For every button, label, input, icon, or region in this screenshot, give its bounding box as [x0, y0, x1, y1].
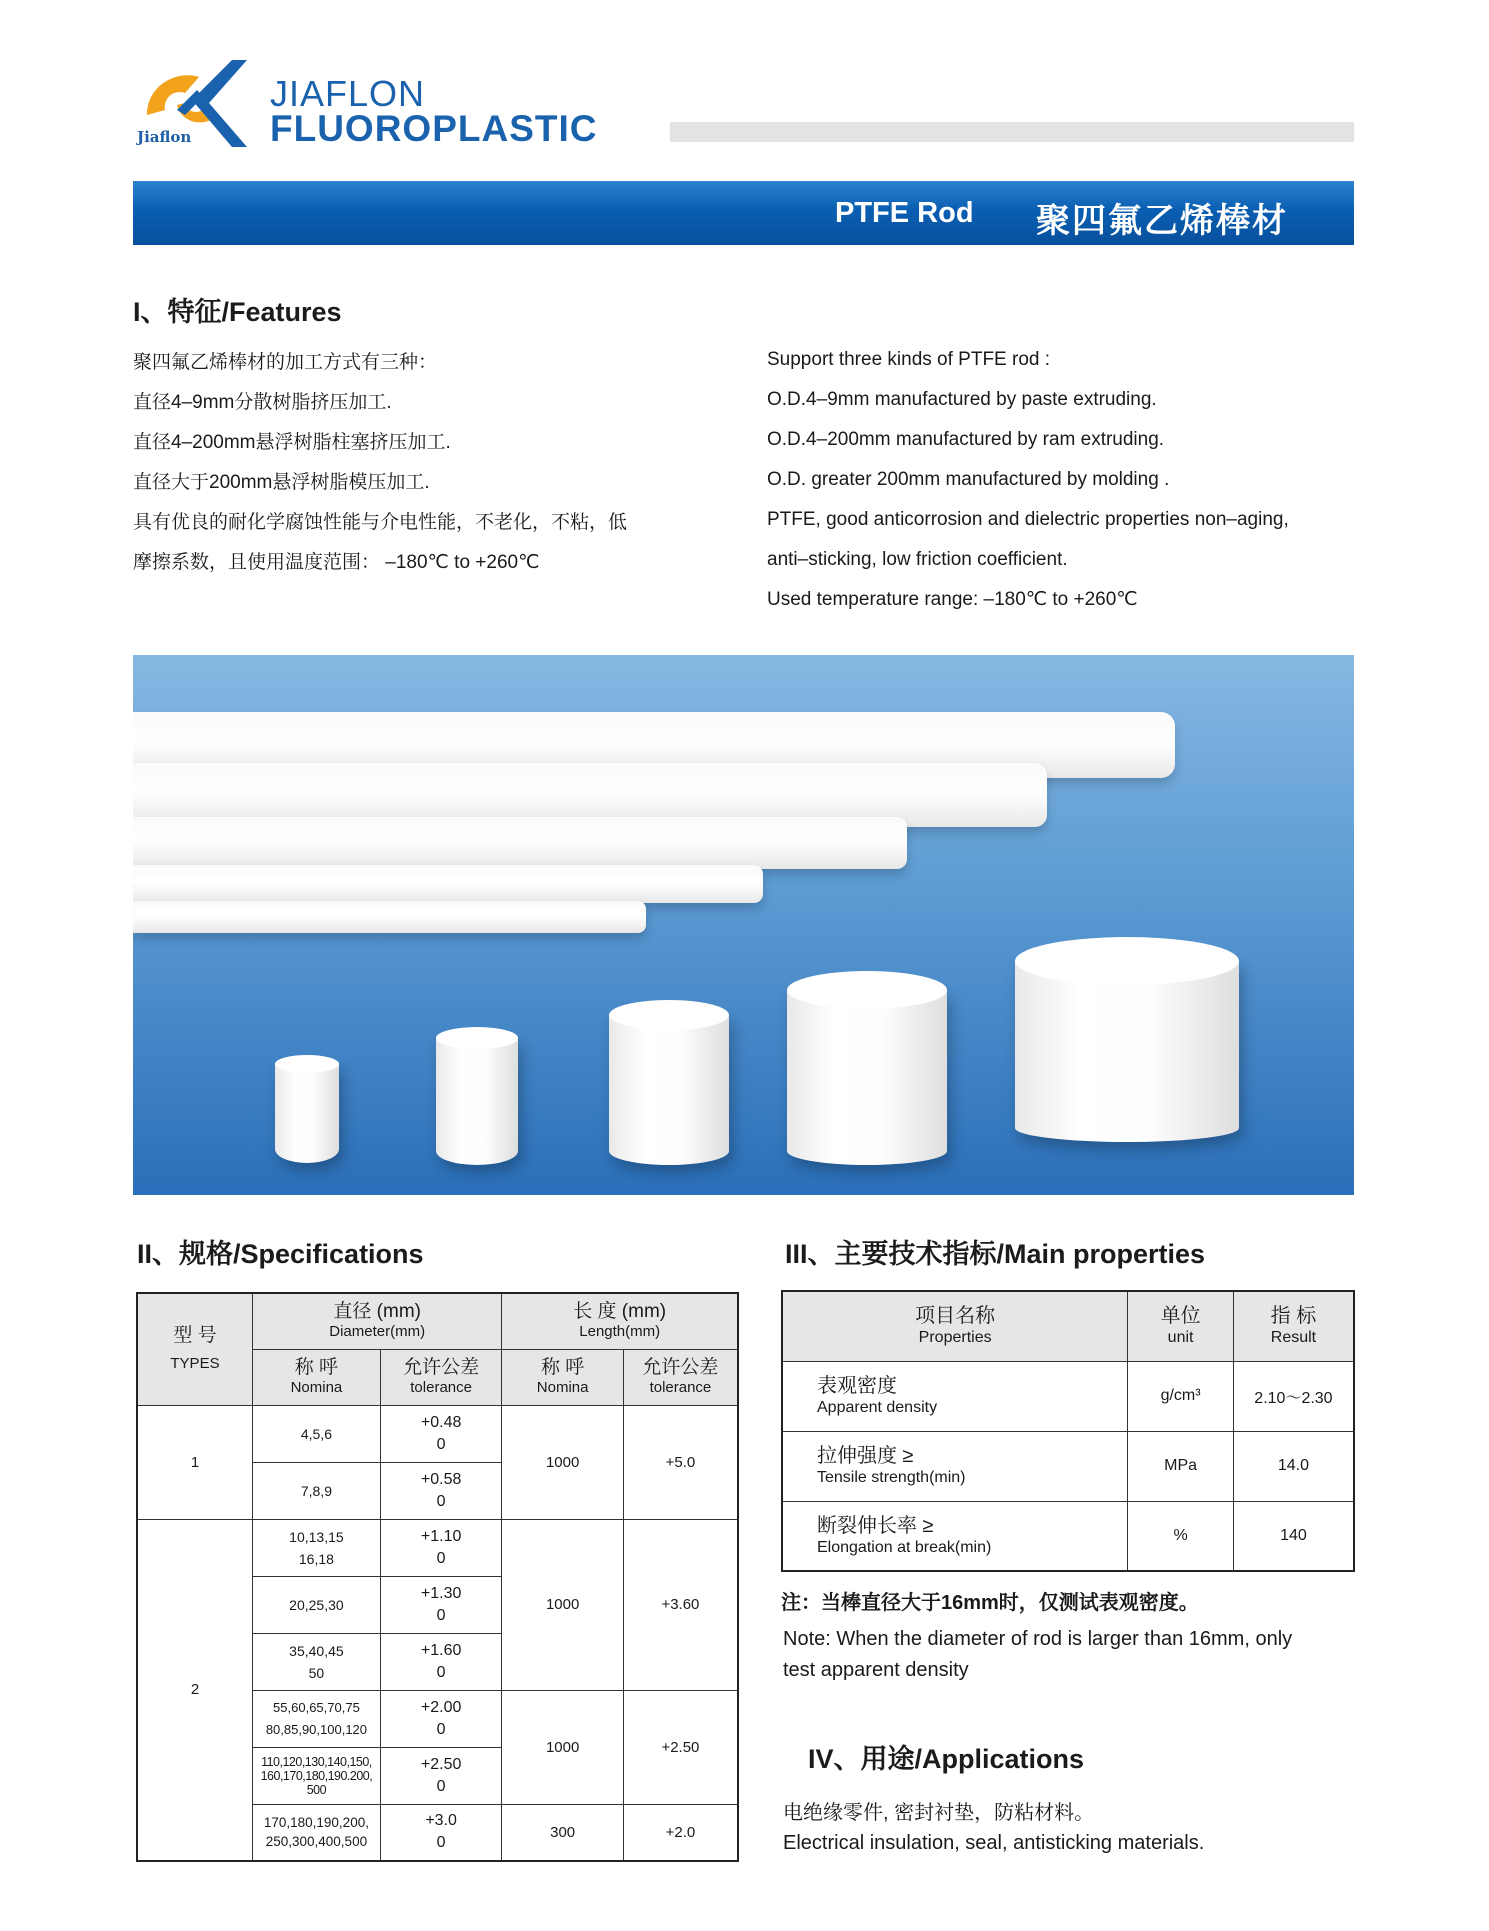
table-row — [137, 1519, 738, 1576]
specifications-heading: II、规格/Specifications — [137, 1239, 424, 1269]
features-en-line: Support three kinds of PTFE rod : — [767, 349, 1051, 370]
cylinder-image — [436, 1037, 518, 1165]
length-tolerance-cell: +3.60 — [623, 1519, 738, 1690]
logo-wordmark: Jiaflon — [137, 128, 192, 146]
cylinder-top — [436, 1027, 518, 1049]
cylinder-image — [1015, 960, 1239, 1142]
nominal-cell: 20,25,30 — [252, 1576, 380, 1633]
product-title-cn: 聚四氟乙烯棒材 — [1036, 202, 1288, 240]
features-cn-line: 聚四氟乙烯棒材的加工方式有三种： — [133, 352, 438, 373]
features-en-line: PTFE, good anticorrosion and dielectric properties non–aging, — [767, 509, 1289, 530]
note-cn: 注：当棒直径大于16mm时，仅测试表观密度。 — [781, 1592, 1199, 1614]
result-cell: 2.10～2.30 — [1233, 1361, 1354, 1431]
applications-heading: IV、用途/Applications — [808, 1744, 1085, 1774]
length-tolerance-cell: +2.50 — [623, 1690, 738, 1804]
len-tolerance-header: 允许公差 tolerance — [623, 1349, 738, 1405]
tolerance-cell: +3.0 0 — [380, 1804, 502, 1861]
nominal-cell: 10,13,15 16,18 — [252, 1519, 380, 1576]
result-cell: 14.0 — [1233, 1431, 1354, 1501]
tolerance-cell: +2.50 0 — [380, 1747, 502, 1804]
cylinder-image — [609, 1015, 729, 1165]
rod-image — [133, 865, 763, 903]
table-row — [137, 1405, 738, 1462]
rod-image — [133, 817, 907, 869]
rod-image — [133, 901, 646, 933]
cylinder-top — [787, 971, 947, 1009]
tolerance-cell: +1.30 0 — [380, 1576, 502, 1633]
features-cn-line: 具有优良的耐化学腐蚀性能与介电性能，不老化，不粘，低 — [133, 512, 628, 533]
tolerance-cell: +1.60 0 — [380, 1633, 502, 1690]
applications-en: Electrical insulation, seal, antisticking materials. — [783, 1832, 1205, 1854]
features-cn-line: 直径4–200mm悬浮树脂柱塞挤压加工. — [133, 432, 451, 453]
features-en-line: anti–sticking, low friction coefficient. — [767, 549, 1068, 570]
unit-cell: MPa — [1128, 1431, 1234, 1501]
features-cn-line: 直径4–9mm分散树脂挤压加工. — [133, 392, 392, 413]
properties-table — [781, 1290, 1355, 1572]
types-header: 型 号 TYPES — [137, 1293, 252, 1405]
features-en-text — [767, 340, 1357, 620]
diameter-header: 直径 (mm) Diameter(mm) — [252, 1293, 501, 1349]
properties-heading: III、主要技术指标/Main properties — [785, 1239, 1206, 1269]
property-name-cell: 表观密度 Apparent density — [782, 1361, 1128, 1431]
nominal-cell: 55,60,65,70,75 80,85,90,100,120 — [252, 1690, 380, 1747]
company-name-line1: JIAFLON — [270, 73, 426, 114]
table-row — [782, 1501, 1354, 1571]
nominal-cell: 170,180,190,200, 250,300,400,500 — [252, 1804, 380, 1861]
tolerance-cell: +2.00 0 — [380, 1690, 502, 1747]
result-header: 指 标 Result — [1233, 1291, 1354, 1361]
product-photo — [133, 655, 1354, 1195]
dia-nominal-header: 称 呼 Nomina — [252, 1349, 380, 1405]
nominal-cell: 110,120,130,140,150, 160,170,180,190.200, 500 — [252, 1747, 380, 1804]
unit-header: 单位 unit — [1128, 1291, 1234, 1361]
product-title-en: PTFE Rod — [835, 197, 974, 229]
dia-tolerance-header: 允许公差 tolerance — [380, 1349, 502, 1405]
cylinder-top — [1015, 937, 1239, 985]
unit-cell: % — [1128, 1501, 1234, 1571]
cylinder-top — [609, 1000, 729, 1030]
nominal-cell: 35,40,45 50 — [252, 1633, 380, 1690]
tolerance-cell: +1.10 0 — [380, 1519, 502, 1576]
properties-header: 项目名称 Properties — [782, 1291, 1128, 1361]
table-row — [782, 1431, 1354, 1501]
tolerance-cell: +0.48 0 — [380, 1405, 502, 1462]
tolerance-cell: +0.58 0 — [380, 1462, 502, 1519]
note-en-line: test apparent density — [783, 1659, 969, 1681]
type-cell: 1 — [137, 1405, 252, 1519]
length-tolerance-cell: +2.0 — [623, 1804, 738, 1861]
nominal-cell: 4,5,6 — [252, 1405, 380, 1462]
length-header: 长 度 (mm) Length(mm) — [502, 1293, 738, 1349]
unit-cell: g/cm³ — [1128, 1361, 1234, 1431]
features-en-line: Used temperature range: –180℃ to +260℃ — [767, 589, 1138, 610]
features-en-line: O.D.4–200mm manufactured by ram extruding. — [767, 429, 1165, 450]
cylinder-image — [787, 990, 947, 1165]
specifications-table — [136, 1292, 739, 1862]
result-cell: 140 — [1233, 1501, 1354, 1571]
features-cn-line: 摩擦系数，且使用温度范围： –180℃ to +260℃ — [133, 552, 540, 573]
cylinder-image — [275, 1063, 339, 1163]
length-cell: 1000 — [502, 1690, 623, 1804]
property-name-cell: 拉伸强度 ≥ Tensile strength(min) — [782, 1431, 1128, 1501]
length-cell: 1000 — [502, 1519, 623, 1690]
features-cn-line: 直径大于200mm悬浮树脂模压加工. — [133, 472, 430, 493]
length-cell: 300 — [502, 1804, 623, 1861]
table-row — [782, 1361, 1354, 1431]
length-cell: 1000 — [502, 1405, 623, 1519]
applications-cn: 电绝缘零件, 密封衬垫，防粘材料。 — [783, 1802, 1095, 1824]
company-name-line2: FLUOROPLASTIC — [270, 108, 598, 149]
len-nominal-header: 称 呼 Nomina — [502, 1349, 623, 1405]
features-en-line: O.D.4–9mm manufactured by paste extruding. — [767, 389, 1157, 410]
cylinder-top — [275, 1055, 339, 1073]
note-en-line: Note: When the diameter of rod is larger than 16mm, only — [783, 1628, 1293, 1650]
features-cn-text — [133, 343, 753, 583]
property-name-cell: 断裂伸长率 ≥ Elongation at break(min) — [782, 1501, 1128, 1571]
features-heading: I、特征/Features — [133, 297, 342, 327]
nominal-cell: 7,8,9 — [252, 1462, 380, 1519]
length-tolerance-cell: +5.0 — [623, 1405, 738, 1519]
type-cell: 2 — [137, 1519, 252, 1861]
note-en — [783, 1624, 1363, 1686]
features-en-line: O.D. greater 200mm manufactured by molding . — [767, 469, 1170, 490]
header-divider-band — [670, 122, 1354, 142]
